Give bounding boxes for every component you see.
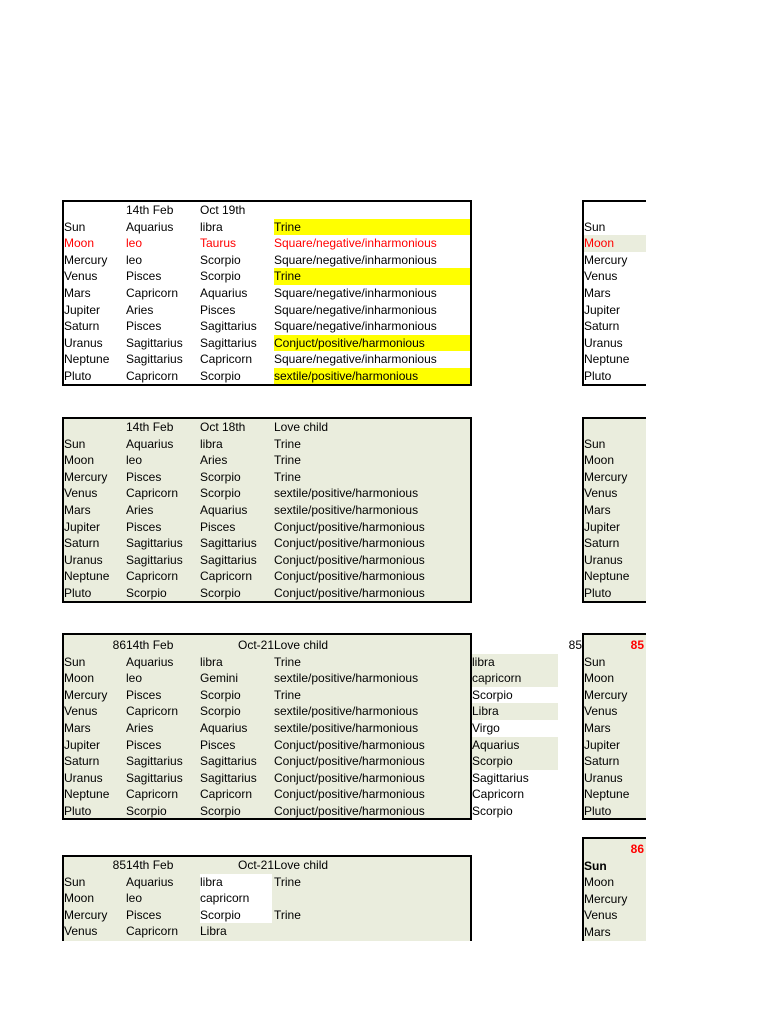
sign-a-cell: Aries bbox=[126, 503, 154, 517]
table-row bbox=[584, 907, 646, 924]
aspect-cell: sextile/positive/harmonious bbox=[274, 486, 419, 501]
sign-b-cell: Gemini bbox=[200, 671, 239, 686]
aspect-cell: Square/negative/inharmonious bbox=[274, 286, 437, 300]
sign-a-cell: Sagittarius bbox=[126, 536, 183, 551]
table-header-row bbox=[64, 419, 470, 436]
planet-cell: Pluto bbox=[584, 586, 612, 600]
sign-b-cell: libra bbox=[200, 219, 223, 234]
aspect-cell: Conjuct/positive/harmonious bbox=[274, 519, 425, 534]
sign-b-cell: Pisces bbox=[200, 737, 236, 752]
table-row bbox=[64, 235, 470, 252]
planet-cell: Moon bbox=[64, 453, 95, 468]
aspect-cell: Trine bbox=[274, 453, 301, 468]
planet-cell: Venus bbox=[64, 486, 98, 501]
table-row bbox=[584, 318, 646, 335]
planet-cell: Venus bbox=[584, 908, 618, 923]
header-number: 85 bbox=[630, 638, 644, 652]
header-date-b: Oct-21 bbox=[237, 858, 274, 872]
table-row bbox=[584, 335, 646, 352]
table-row bbox=[472, 687, 558, 704]
table-row bbox=[584, 753, 646, 770]
table-row bbox=[64, 907, 470, 924]
planet-cell: Venus bbox=[584, 269, 618, 284]
sign-a-cell: Aquarius bbox=[126, 874, 174, 889]
table-header-row bbox=[64, 202, 470, 219]
sign-a-cell: Aries bbox=[126, 721, 154, 735]
table-oct-21-b bbox=[62, 855, 472, 941]
sign-b-cell: Scorpio bbox=[200, 369, 241, 383]
planet-cell: Mercury bbox=[584, 469, 628, 484]
planet-cell: Jupiter bbox=[584, 737, 621, 752]
sign-cell: Capricorn bbox=[472, 787, 525, 802]
planet-cell: Mercury bbox=[584, 252, 628, 267]
sign-b-cell: Aquarius bbox=[200, 721, 248, 735]
aspect-cell: Trine bbox=[274, 687, 301, 702]
sign-a-cell: Aries bbox=[126, 302, 154, 317]
sign-b-cell: Pisces bbox=[200, 519, 236, 534]
planet-cell: Mars bbox=[64, 721, 91, 735]
sign-b-cell: Scorpio bbox=[200, 687, 241, 702]
table-row bbox=[584, 552, 646, 569]
aspect-cell: Conjuct/positive/harmonious bbox=[274, 737, 425, 752]
planet-cell: Moon bbox=[64, 891, 95, 906]
planet-cell: Uranus bbox=[584, 770, 623, 785]
aspect-cell: Trine bbox=[274, 654, 301, 669]
planet-cell: Mars bbox=[584, 503, 611, 517]
planet-cell: Mars bbox=[584, 925, 611, 939]
sign-cell: capricorn bbox=[472, 671, 522, 686]
sign-b-cell: libra bbox=[200, 874, 272, 891]
aspect-cell: Square/negative/inharmonious bbox=[274, 319, 437, 334]
planet-cell: Uranus bbox=[64, 552, 103, 567]
aspect-cell: Trine bbox=[274, 907, 301, 922]
planet-cell: Jupiter bbox=[64, 519, 101, 534]
planet-cell: Mercury bbox=[584, 687, 628, 702]
planet-cell: Moon bbox=[584, 453, 615, 468]
planet-cell: Venus bbox=[64, 269, 98, 284]
sign-b-cell: Sagittarius bbox=[200, 536, 257, 551]
table-row bbox=[472, 803, 558, 820]
aspect-cell: Conjuct/positive/harmonious bbox=[274, 552, 425, 567]
table-row bbox=[64, 670, 470, 687]
sign-a-cell: Pisces bbox=[126, 737, 162, 752]
planet-cell: Mercury bbox=[64, 252, 108, 267]
planet-cell: Neptune bbox=[64, 569, 110, 584]
header-date-b: Oct-21 bbox=[237, 638, 274, 652]
sign-a-cell: leo bbox=[126, 252, 143, 267]
planet-cell: Mercury bbox=[64, 469, 108, 484]
planet-cell: Sun bbox=[64, 654, 86, 669]
table-row bbox=[64, 874, 470, 891]
planet-cell: Sun bbox=[64, 219, 86, 234]
sign-a-cell: Aquarius bbox=[126, 436, 174, 451]
sign-b-cell: Taurus bbox=[200, 236, 237, 251]
aspect-cell bbox=[274, 890, 470, 907]
aspect-cell: Conjuct/positive/harmonious bbox=[274, 770, 425, 785]
aspect-cell: Trine bbox=[274, 874, 301, 889]
sign-b-cell: Scorpio bbox=[200, 907, 272, 924]
sign-a-cell: Capricorn bbox=[126, 286, 179, 300]
planet-cell: Uranus bbox=[64, 770, 103, 785]
table-row bbox=[64, 890, 470, 907]
header-date-a: 14th Feb bbox=[126, 638, 174, 652]
table-oct-21-a bbox=[62, 633, 472, 820]
planet-cell: Venus bbox=[64, 924, 98, 939]
table-row bbox=[584, 235, 646, 252]
sign-a-cell: Scorpio bbox=[126, 804, 167, 818]
planet-cell: Pluto bbox=[64, 369, 92, 383]
sign-b-cell: libra bbox=[200, 436, 223, 451]
table-row bbox=[64, 219, 470, 236]
table-row bbox=[64, 753, 470, 770]
table-row bbox=[64, 654, 470, 671]
table-row bbox=[584, 485, 646, 502]
sign-a-cell: Capricorn bbox=[126, 704, 179, 719]
sign-a-cell: Aquarius bbox=[126, 654, 174, 669]
table-row bbox=[472, 720, 558, 737]
planet-cell: Neptune bbox=[64, 352, 110, 367]
planet-cell: Sun bbox=[584, 858, 607, 873]
aspect-cell: sextile/positive/harmonious bbox=[274, 368, 470, 385]
table-row bbox=[584, 924, 646, 941]
sign-cell: Scorpio bbox=[472, 687, 513, 702]
planet-cell: Pluto bbox=[64, 804, 92, 818]
table-row bbox=[584, 268, 646, 285]
sign-b-cell: Scorpio bbox=[200, 586, 241, 600]
table-row bbox=[64, 302, 470, 319]
planet-cell: Mercury bbox=[64, 687, 108, 702]
planet-cell: Jupiter bbox=[64, 737, 101, 752]
aspect-cell: Square/negative/inharmonious bbox=[274, 302, 437, 317]
planet-cell: Mars bbox=[64, 286, 91, 300]
table-row bbox=[64, 351, 470, 368]
aspect-cell bbox=[274, 923, 470, 940]
planet-cell: Moon bbox=[64, 671, 95, 686]
table-row bbox=[64, 335, 470, 352]
table-row bbox=[64, 318, 470, 335]
header-date-a: 14th Feb bbox=[126, 203, 174, 217]
table-row bbox=[584, 368, 646, 385]
planet-cell: Neptune bbox=[64, 787, 110, 802]
table-header-row bbox=[64, 637, 470, 654]
sign-cell: Scorpio bbox=[472, 804, 513, 818]
planet-cell: Sun bbox=[64, 436, 86, 451]
table-oct-19th bbox=[62, 200, 472, 386]
header-number: 86 bbox=[112, 638, 126, 652]
sign-b-cell: Sagittarius bbox=[200, 552, 257, 567]
sign-b-cell: Capricorn bbox=[200, 352, 253, 367]
planet-cell: Mars bbox=[64, 503, 91, 517]
planet-cell: Neptune bbox=[584, 569, 630, 584]
planet-cell: Uranus bbox=[584, 335, 623, 350]
table-row bbox=[64, 687, 470, 704]
header-number: 85 bbox=[112, 858, 126, 872]
planet-cell: Pluto bbox=[584, 369, 612, 383]
planet-cell: Neptune bbox=[584, 352, 630, 367]
table-row bbox=[64, 786, 470, 803]
table-row bbox=[64, 452, 470, 469]
planet-cell: Neptune bbox=[584, 787, 630, 802]
sign-a-cell: leo bbox=[126, 453, 143, 468]
planet-cell: Jupiter bbox=[64, 302, 101, 317]
sign-a-cell: Pisces bbox=[126, 469, 162, 484]
right-table-1 bbox=[582, 200, 646, 386]
sign-b-cell: Scorpio bbox=[200, 269, 241, 284]
header-label: Love child bbox=[274, 858, 329, 872]
right-table-3 bbox=[582, 633, 646, 820]
sign-cell: Scorpio bbox=[472, 754, 513, 769]
table-row bbox=[472, 670, 558, 687]
planet-cell: Mercury bbox=[584, 891, 628, 906]
planet-cell: Saturn bbox=[584, 754, 620, 769]
planet-cell: Sun bbox=[584, 436, 606, 451]
table-row bbox=[64, 268, 470, 285]
planet-cell: Moon bbox=[584, 875, 615, 890]
sign-a-cell: Pisces bbox=[126, 687, 162, 702]
table-row bbox=[64, 535, 470, 552]
aspect-cell: Square/negative/inharmonious bbox=[274, 252, 437, 267]
aspect-cell: Conjuct/positive/harmonious bbox=[274, 536, 425, 551]
table-row bbox=[64, 502, 470, 519]
table-row bbox=[64, 436, 470, 453]
table-row bbox=[584, 285, 646, 302]
table-row bbox=[64, 703, 470, 720]
table-row bbox=[472, 737, 558, 754]
planet-cell: Jupiter bbox=[584, 302, 621, 317]
sign-b-cell: Sagittarius bbox=[200, 770, 257, 785]
aspect-cell: Square/negative/inharmonious bbox=[274, 352, 437, 367]
sign-b-cell: Scorpio bbox=[200, 486, 241, 501]
planet-cell: Sun bbox=[584, 654, 606, 669]
sign-a-cell: Capricorn bbox=[126, 569, 179, 584]
aspect-cell: sextile/positive/harmonious bbox=[274, 704, 419, 719]
table-row bbox=[472, 654, 558, 671]
planet-cell: Saturn bbox=[64, 536, 100, 551]
planet-cell: Saturn bbox=[584, 536, 620, 551]
sign-b-cell: Sagittarius bbox=[200, 754, 257, 769]
sign-a-cell: Aquarius bbox=[126, 219, 174, 234]
table-row bbox=[64, 720, 470, 737]
table-row bbox=[584, 568, 646, 585]
table-row bbox=[64, 285, 470, 302]
aspect-cell: Trine bbox=[274, 469, 301, 484]
aspect-cell: Conjuct/positive/harmonious bbox=[274, 569, 425, 584]
planet-cell: Venus bbox=[584, 486, 618, 501]
table-row bbox=[64, 485, 470, 502]
table-header-row bbox=[64, 857, 470, 874]
header-number: 86 bbox=[630, 842, 644, 856]
header-label: Love child bbox=[274, 420, 329, 434]
sign-cell: Aquarius bbox=[472, 737, 520, 752]
sign-a-cell: Capricorn bbox=[126, 486, 179, 501]
sign-a-cell: Sagittarius bbox=[126, 754, 183, 769]
table-header-row bbox=[584, 637, 646, 654]
table-row bbox=[584, 585, 646, 602]
table-row bbox=[584, 351, 646, 368]
sign-b-cell: libra bbox=[200, 654, 223, 669]
table-row bbox=[584, 469, 646, 486]
aspect-cell: sextile/positive/harmonious bbox=[274, 721, 419, 735]
extra-sign-column bbox=[472, 635, 584, 820]
planet-cell: Saturn bbox=[64, 319, 100, 334]
table-row bbox=[472, 786, 558, 803]
aspect-cell: Square/negative/inharmonious bbox=[274, 236, 437, 251]
sign-b-cell: Sagittarius bbox=[200, 319, 257, 334]
header-label: Love child bbox=[274, 638, 329, 652]
aspect-cell: Trine bbox=[274, 436, 301, 451]
sign-a-cell: Capricorn bbox=[126, 787, 179, 802]
planet-cell: Uranus bbox=[584, 552, 623, 567]
table-row bbox=[64, 923, 470, 940]
table-row bbox=[584, 858, 646, 875]
planet-cell: Pluto bbox=[584, 804, 612, 818]
sign-b-cell: Aquarius bbox=[200, 503, 248, 517]
header-date-b: Oct 18th bbox=[200, 420, 246, 434]
sign-b-cell: Capricorn bbox=[200, 787, 253, 802]
sign-cell: Libra bbox=[472, 704, 499, 719]
table-row bbox=[584, 737, 646, 754]
aspect-cell: Conjuct/positive/harmonious bbox=[274, 804, 425, 818]
planet-cell: Sun bbox=[64, 874, 86, 889]
sign-b-cell: Libra bbox=[200, 924, 227, 939]
right-table-4 bbox=[582, 837, 646, 941]
table-row bbox=[64, 803, 470, 820]
table-row bbox=[472, 753, 558, 770]
table-row bbox=[64, 568, 470, 585]
aspect-cell: Trine bbox=[274, 268, 470, 285]
table-row bbox=[584, 720, 646, 737]
table-row bbox=[584, 535, 646, 552]
table-row bbox=[584, 502, 646, 519]
sign-a-cell: Sagittarius bbox=[126, 352, 183, 367]
sign-a-cell: Pisces bbox=[126, 907, 162, 922]
table-row bbox=[64, 552, 470, 569]
planet-cell: Sun bbox=[584, 219, 606, 234]
sign-b-cell: Aquarius bbox=[200, 286, 248, 300]
sign-a-cell: leo bbox=[126, 891, 143, 906]
sign-b-cell: capricorn bbox=[200, 890, 272, 907]
aspect-cell: Conjuct/positive/harmonious bbox=[274, 787, 425, 802]
sign-b-cell: Pisces bbox=[200, 302, 236, 317]
aspect-cell: Conjuct/positive/harmonious bbox=[274, 754, 425, 769]
planet-cell: Saturn bbox=[64, 754, 100, 769]
table-row bbox=[584, 670, 646, 687]
sign-b-cell: Scorpio bbox=[200, 704, 241, 719]
sign-cell: libra bbox=[472, 654, 495, 669]
aspect-cell: sextile/positive/harmonious bbox=[274, 503, 419, 517]
table-row bbox=[584, 452, 646, 469]
table-row bbox=[584, 219, 646, 236]
table-row bbox=[64, 585, 470, 602]
header-date-a: 14th Feb bbox=[126, 858, 174, 872]
aspect-cell: Conjuct/positive/harmonious bbox=[274, 586, 425, 600]
planet-cell: Mercury bbox=[64, 907, 108, 922]
table-row bbox=[472, 770, 558, 787]
planet-cell: Pluto bbox=[64, 586, 92, 600]
table-row bbox=[64, 770, 470, 787]
table-header-row bbox=[472, 637, 584, 654]
sign-a-cell: Capricorn bbox=[126, 924, 179, 939]
table-row bbox=[584, 654, 646, 671]
table-row bbox=[64, 469, 470, 486]
sign-b-cell: Sagittarius bbox=[200, 335, 257, 350]
sign-a-cell: Sagittarius bbox=[126, 770, 183, 785]
planet-cell: Moon bbox=[584, 671, 615, 686]
table-row bbox=[584, 891, 646, 908]
sign-cell: Virgo bbox=[472, 721, 500, 735]
planet-cell: Saturn bbox=[584, 319, 620, 334]
sign-b-cell: Scorpio bbox=[200, 469, 241, 484]
table-row bbox=[472, 703, 558, 720]
table-row bbox=[64, 737, 470, 754]
planet-cell: Mars bbox=[584, 721, 611, 735]
planet-cell: Venus bbox=[584, 704, 618, 719]
table-row bbox=[584, 803, 646, 820]
sign-a-cell: leo bbox=[126, 236, 143, 251]
sign-a-cell: Pisces bbox=[126, 519, 162, 534]
table-row bbox=[584, 252, 646, 269]
table-row bbox=[64, 252, 470, 269]
table-row bbox=[64, 519, 470, 536]
sign-a-cell: Capricorn bbox=[126, 369, 179, 383]
planet-cell: Moon bbox=[584, 236, 615, 251]
sign-a-cell: Sagittarius bbox=[126, 552, 183, 567]
planet-cell: Jupiter bbox=[584, 519, 621, 534]
sign-b-cell: Scorpio bbox=[200, 252, 241, 267]
planet-cell: Venus bbox=[64, 704, 98, 719]
sign-a-cell: Pisces bbox=[126, 319, 162, 334]
table-row bbox=[584, 436, 646, 453]
table-row bbox=[584, 770, 646, 787]
table-row bbox=[64, 368, 470, 385]
table-row bbox=[584, 519, 646, 536]
sign-a-cell: Sagittarius bbox=[126, 335, 183, 350]
aspect-cell: sextile/positive/harmonious bbox=[274, 671, 419, 686]
sign-a-cell: Scorpio bbox=[126, 586, 167, 600]
table-header-row bbox=[584, 841, 646, 858]
sign-b-cell: Capricorn bbox=[200, 569, 253, 584]
planet-cell: Uranus bbox=[64, 335, 103, 350]
sign-b-cell: Scorpio bbox=[200, 804, 241, 818]
right-table-2 bbox=[582, 417, 646, 603]
table-row bbox=[584, 302, 646, 319]
table-row bbox=[584, 874, 646, 891]
header-date-b: Oct 19th bbox=[200, 203, 246, 217]
sign-cell: Sagittarius bbox=[472, 770, 529, 785]
planet-cell: Mars bbox=[584, 286, 611, 300]
aspect-cell: Trine bbox=[274, 219, 470, 236]
table-row bbox=[584, 687, 646, 704]
planet-cell: Moon bbox=[64, 236, 95, 251]
table-oct-18th bbox=[62, 417, 472, 603]
header-number: 85 bbox=[568, 638, 582, 652]
aspect-cell: Conjuct/positive/harmonious bbox=[274, 335, 470, 352]
table-row bbox=[584, 786, 646, 803]
sign-a-cell: leo bbox=[126, 671, 143, 686]
header-date-a: 14th Feb bbox=[126, 420, 174, 434]
sign-b-cell: Aries bbox=[200, 453, 228, 468]
sign-a-cell: Pisces bbox=[126, 269, 162, 284]
table-row bbox=[584, 703, 646, 720]
